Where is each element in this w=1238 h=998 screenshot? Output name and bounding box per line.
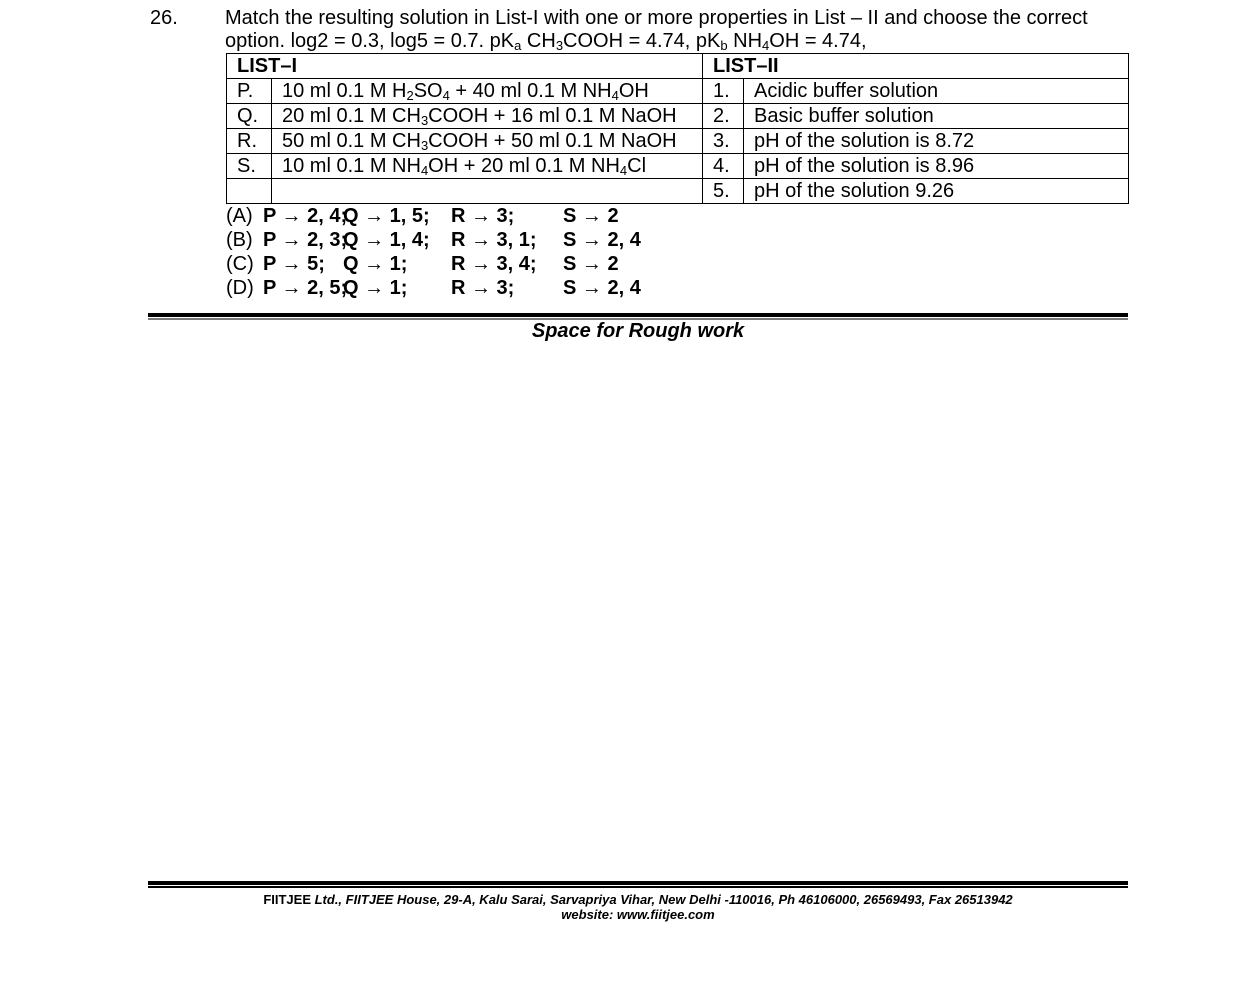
option-cell: [563, 228, 641, 252]
list-1-item: [272, 179, 703, 204]
list-1-label: R.: [227, 129, 272, 154]
stem-subscript: 4: [762, 38, 770, 53]
list-1-subscript: 4: [619, 163, 628, 178]
list-1-text: 50 ml 0.1 M CH: [282, 130, 421, 152]
list-1-subscript: 3: [420, 113, 429, 128]
question-number: 26.: [150, 7, 178, 29]
option-cell: [226, 204, 253, 228]
option-key: (A): [226, 205, 253, 227]
question-stem: [225, 7, 1130, 53]
stem-text: CH: [521, 30, 556, 52]
option-match-q: Q → 1;: [343, 253, 408, 275]
option-cell: [343, 252, 407, 276]
list-1-subscript: 4: [442, 88, 450, 103]
option-match-r: R → 3;: [451, 277, 515, 299]
option-cell: [263, 204, 347, 228]
list-1-label: S.: [227, 154, 272, 179]
stem-text: option. log2 = 0.3, log5 = 0.7. pK: [225, 30, 515, 52]
option-cell: [563, 276, 641, 300]
list-1-text: 10 ml 0.1 M NH: [282, 155, 421, 177]
list-1-label: [227, 179, 272, 204]
list-1-item: [272, 79, 703, 104]
footer-address: [0, 892, 1238, 907]
list-1-text: OH: [618, 80, 649, 102]
stem-text: COOH = 4.74, pK: [563, 30, 721, 52]
list-1-text: COOH + 50 ml 0.1 M NaOH: [428, 130, 677, 152]
list-1-item: [272, 129, 703, 154]
table-row: [227, 104, 1129, 129]
option-key: (C): [226, 253, 254, 275]
option-cell: [563, 204, 619, 228]
list-2-item: Basic buffer solution: [744, 104, 1129, 129]
list-1-label: Q.: [227, 104, 272, 129]
list-1-text: + 40 ml 0.1 M NH: [449, 80, 612, 102]
option-match-q: Q → 1;: [343, 277, 408, 299]
stem-subscript: a: [514, 38, 522, 53]
list-1-text: COOH + 16 ml 0.1 M NaOH: [428, 105, 677, 127]
list-1-subscript: 4: [420, 163, 429, 178]
option-match-r: R → 3, 4;: [451, 253, 537, 275]
list-2-item: Acidic buffer solution: [744, 79, 1129, 104]
rough-work-label: Space for Rough work: [531, 320, 745, 342]
option-cell: [343, 228, 430, 252]
option-match-s: S → 2, 4: [563, 229, 641, 251]
option-cell: [226, 276, 254, 300]
list-1-text: OH + 20 ml 0.1 M NH: [428, 155, 620, 177]
option-cell: [451, 204, 514, 228]
list-1-subscript: 3: [420, 138, 429, 153]
option-key: (D): [226, 277, 254, 299]
list-1-label: P.: [227, 79, 272, 104]
option-cell: [263, 252, 325, 276]
stem-text: NH: [727, 30, 763, 52]
list-2-item: pH of the solution 9.26: [744, 179, 1129, 204]
list-2-item: pH of the solution is 8.72: [744, 129, 1129, 154]
list-1-item: [272, 104, 703, 129]
option-match-p: P → 2, 4;: [263, 205, 348, 227]
table-row: [227, 79, 1129, 104]
divider-rule: [148, 313, 1128, 317]
footer-address-text: Ltd., FIITJEE House, 29-A, Kalu Sarai, Sarvapriya Vihar, New Delhi -110016, Ph 46106000, 26569493, Fax 26513942: [311, 892, 1013, 907]
option-match-p: P → 2, 3;: [263, 229, 348, 251]
option-cell: [343, 276, 407, 300]
list-2-label: 1.: [703, 79, 744, 104]
page-footer: [0, 892, 1238, 922]
option-match-s: S → 2: [563, 205, 619, 227]
list-1-subscript: 2: [406, 88, 414, 103]
footer-brand: FIITJEE: [263, 892, 311, 907]
list-1-text: 20 ml 0.1 M CH: [282, 105, 421, 127]
footer-rule: [148, 881, 1128, 885]
option-cell: [263, 276, 347, 300]
option-match-q: Q → 1, 5;: [343, 205, 430, 227]
option-cell: [226, 228, 253, 252]
stem-text: OH = 4.74,: [769, 30, 867, 52]
stem-line-1: Match the resulting solution in List-I with one or more properties in List – II and choose the correct: [225, 7, 1088, 29]
match-table: [226, 53, 1129, 204]
list-2-label: 3.: [703, 129, 744, 154]
option-cell: [451, 276, 514, 300]
footer-website: website: www.fiitjee.com: [561, 907, 715, 922]
option-match-r: R → 3;: [451, 205, 515, 227]
option-match-p: P → 5;: [263, 253, 325, 275]
table-header-row: [227, 54, 1129, 79]
list-2-header: LIST–II: [703, 54, 1129, 79]
option-match-r: R → 3, 1;: [451, 229, 537, 251]
list-1-text: SO: [413, 80, 443, 102]
option-cell: [343, 204, 430, 228]
option-key: (B): [226, 229, 253, 251]
stem-subscript: b: [720, 38, 728, 53]
option-cell: [263, 228, 347, 252]
list-2-item: pH of the solution is 8.96: [744, 154, 1129, 179]
option-match-q: Q → 1, 4;: [343, 229, 430, 251]
table-row: [227, 129, 1129, 154]
option-cell: [226, 252, 254, 276]
option-match-s: S → 2, 4: [563, 277, 641, 299]
option-cell: [451, 228, 537, 252]
list-2-label: 5.: [703, 179, 744, 204]
stem-line-2: [225, 30, 1130, 53]
table-row: [227, 179, 1129, 204]
list-2-label: 4.: [703, 154, 744, 179]
option-match-s: S → 2: [563, 253, 619, 275]
option-cell: [563, 252, 619, 276]
table-row: [227, 154, 1129, 179]
list-1-header: LIST–I: [227, 54, 703, 79]
option-cell: [451, 252, 537, 276]
list-1-text: 10 ml 0.1 M H: [282, 80, 407, 102]
option-match-p: P → 2, 5;: [263, 277, 348, 299]
list-1-subscript: 4: [611, 88, 619, 103]
list-2-label: 2.: [703, 104, 744, 129]
list-1-text: Cl: [627, 155, 647, 177]
stem-subscript: 3: [555, 38, 564, 53]
list-1-item: [272, 154, 703, 179]
footer-rule-thin: [148, 886, 1128, 888]
